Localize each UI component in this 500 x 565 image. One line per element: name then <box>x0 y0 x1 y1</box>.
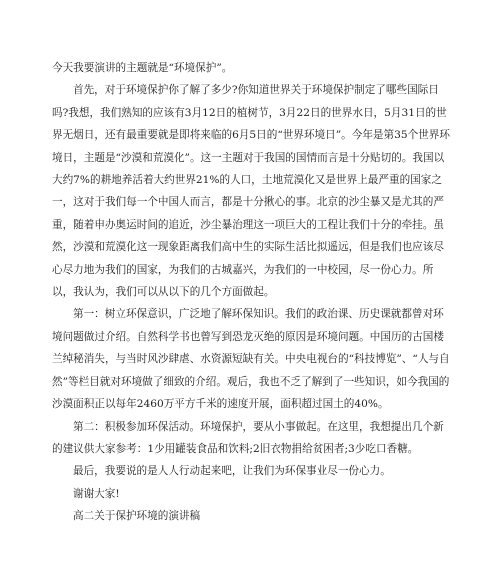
paragraph-environment-days: 首先，对于环境保护你了解了多少?你知道世界关于环境保护制定了哪些国际日吗?我想，我们熟知的应该有3月12日的植树节，3月22日的世界水日，5月31日的世界无烟日，还有最重要就是即将来临的6月5日的“世界环境日”。今年是第35个世界环境日，主题是“沙漠和荒漠化”。这一主题对于我国的国情而言是十分贴切的。我国以大约7%的耕地养活着大约世界21%的人口，土地荒漠化又是世界上最严重的国家之一，这对于我们每一个中国人而言，都是十分揪心的事。北京的沙尘暴又是尤其的严重，随着申办奥运时间的追近，沙尘暴治理这一项巨大的工程让我们十分的牵挂。虽然，沙漠和荒漠化这一现象距离我们高中生的实际生活比拟遥远，但是我们也应该尽心尽力地为我们的国家，为我们的古城嘉兴，为我们的一中校园，尽一份心力。所以，我认为，我们可以从以下的几个方面做起。 <box>52 84 450 299</box>
paragraph-point-one: 第一：树立环保意识，广泛地了解环保知识。我们的政治课、历史课就都曾对环境问题做过介绍。自然科学书也曾写到恐龙灭绝的原因是环境问题。中国历的古国楼兰绰秘消失，与当时风沙肆虐、水资源短缺有关。中央电视台的“科技博览”、“人与自然”等栏目就对环境做了细致的介绍。观后，我也不乏了解到了一些知识，如今我国的沙漠面积正以每年2460万平方千米的速度开展，面积超过国土的40%。 <box>52 308 450 411</box>
paragraph-next-title: 高二关于保护环境的演讲稿 <box>73 510 201 523</box>
paragraph-intro: 今天我要演讲的主题就是“环境保护”。 <box>52 62 233 74</box>
paragraph-point-two: 第二：积极参加环保活动。环境保护，要从小事做起。在这里，我想提出几个新的建议供大家参考：1少用罐装食品和饮料;2旧衣物捐给贫困者;3少吃口香糖。 <box>52 420 444 455</box>
paragraph-conclusion: 最后，我要说的是人人行动起来吧，让我们为环保事业尽一份心力。 <box>73 465 391 478</box>
paragraph-thanks: 谢谢大家! <box>73 487 120 500</box>
document-body <box>52 57 452 528</box>
